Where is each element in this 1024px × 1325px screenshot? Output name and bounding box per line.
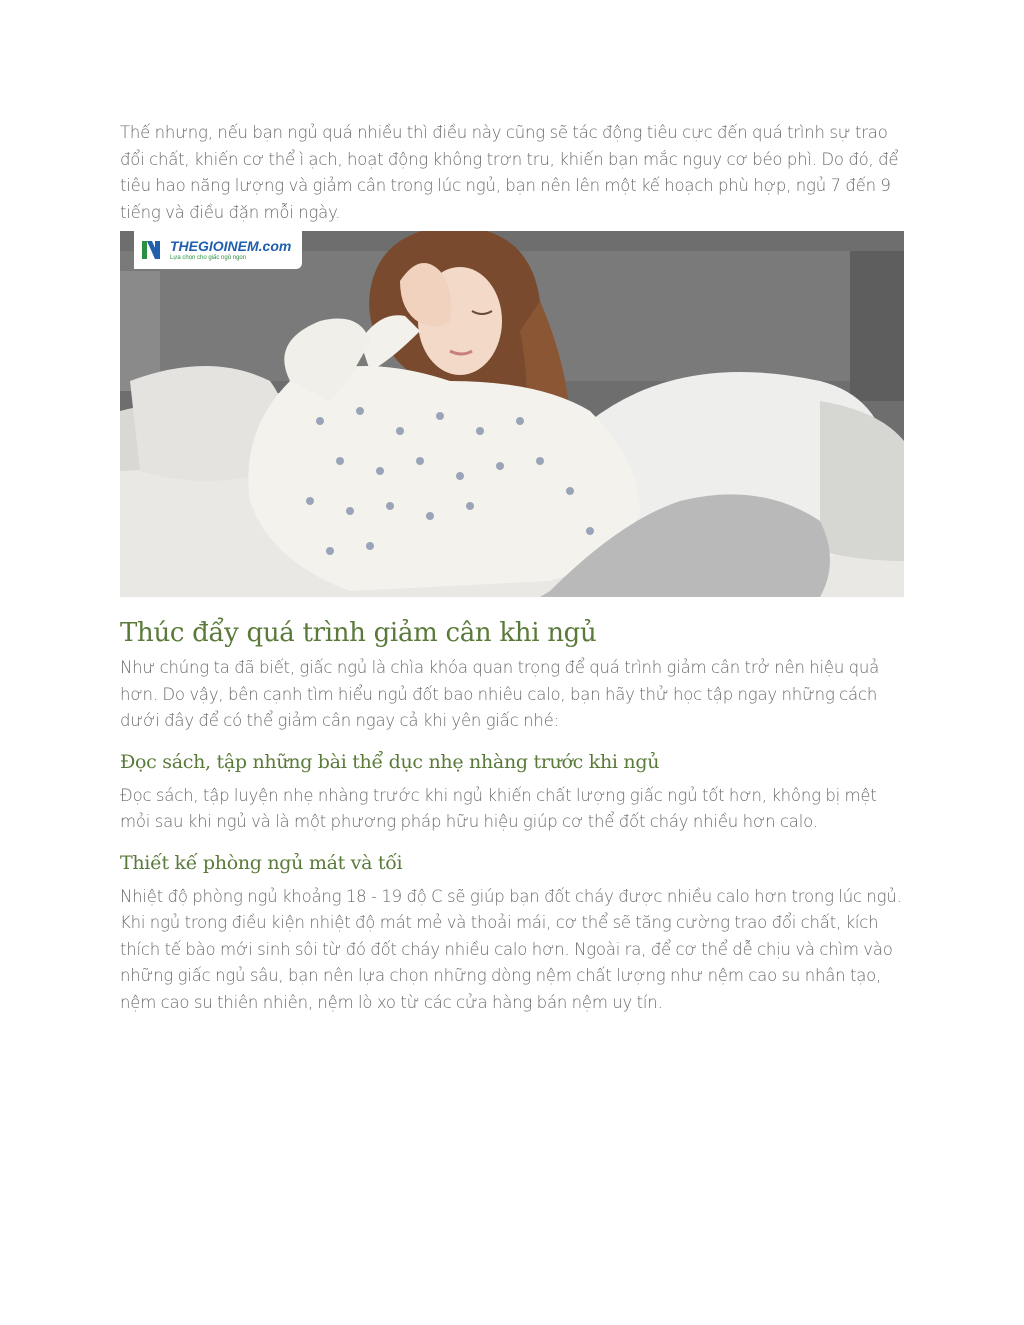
logo-tagline: Lựa chọn cho giấc ngủ ngon — [170, 254, 247, 261]
document-page — [120, 120, 906, 1016]
logo-icon — [140, 239, 164, 261]
subsection-paragraph-reading: Đọc sách, tập luyện nhẹ nhàng trước khi ngủ khiến chất lượng giấc ngủ tốt hơn, không bị mệt mỏi sau khi ngủ và là một phương pháp hữu hiệu giúp cơ thể đốt cháy nhiều hơn calo. — [120, 785, 877, 831]
section-title: Thúc đẩy quá trình giảm cân khi ngủ — [120, 618, 597, 648]
subsection-title-bedroom: Thiết kế phòng ngủ mát và tối — [120, 851, 403, 874]
subsection-paragraph-bedroom: Nhiệt độ phòng ngủ khoảng 18 - 19 độ C sẽ giúp bạn đốt cháy được nhiều calo hơn trong lúc ngủ. Khi ngủ trong điều kiện nhiệt độ mát mẻ và thoải mái, cơ thể sẽ tăng cường trao đổi chất, kích thích tế bào mới sinh sôi từ đó đốt cháy nhiều calo hơn. Ngoài ra, để cơ thể dễ chịu và chìm vào những giấc ngủ sâu, bạn nên lựa chọn những dòng nệm chất lượng như nệm cao su nhân tạo, nệm cao su thiên nhiên, nệm lò xo từ các cửa hàng bán nệm uy tín. — [120, 886, 902, 1012]
logo-text: THEGIOINEM.com — [170, 237, 292, 254]
subsection-title-reading: Đọc sách, tập những bài thể dục nhẹ nhàng trước khi ngủ — [120, 750, 660, 773]
brand-logo — [134, 231, 302, 269]
woman-waking-photo — [120, 231, 904, 597]
intro-paragraph: Thế nhưng, nếu bạn ngủ quá nhiều thì điều này cũng sẽ tác động tiêu cực đến quá trình sự trao đổi chất, khiến cơ thể ì ạch, hoạt động không trơn tru, khiến bạn mắc nguy cơ béo phì. Do đó, để tiêu hao năng lượng và giảm cân trong lúc ngủ, bạn nên lên một kế hoạch phù hợp, ngủ 7 đến 9 tiếng và điều đặn mỗi ngày. — [120, 123, 899, 222]
section-paragraph: Như chúng ta đã biết, giấc ngủ là chìa khóa quan trọng để quá trình giảm cân trở nên hiệu quả hơn. Do vậy, bên cạnh tìm hiểu ngủ đốt bao nhiêu calo, bạn hãy thử học tập ngay những cách dưới đây để có thể giảm cân ngay cả khi yên giấc nhé: — [120, 658, 880, 730]
photo-illustration — [120, 231, 904, 597]
